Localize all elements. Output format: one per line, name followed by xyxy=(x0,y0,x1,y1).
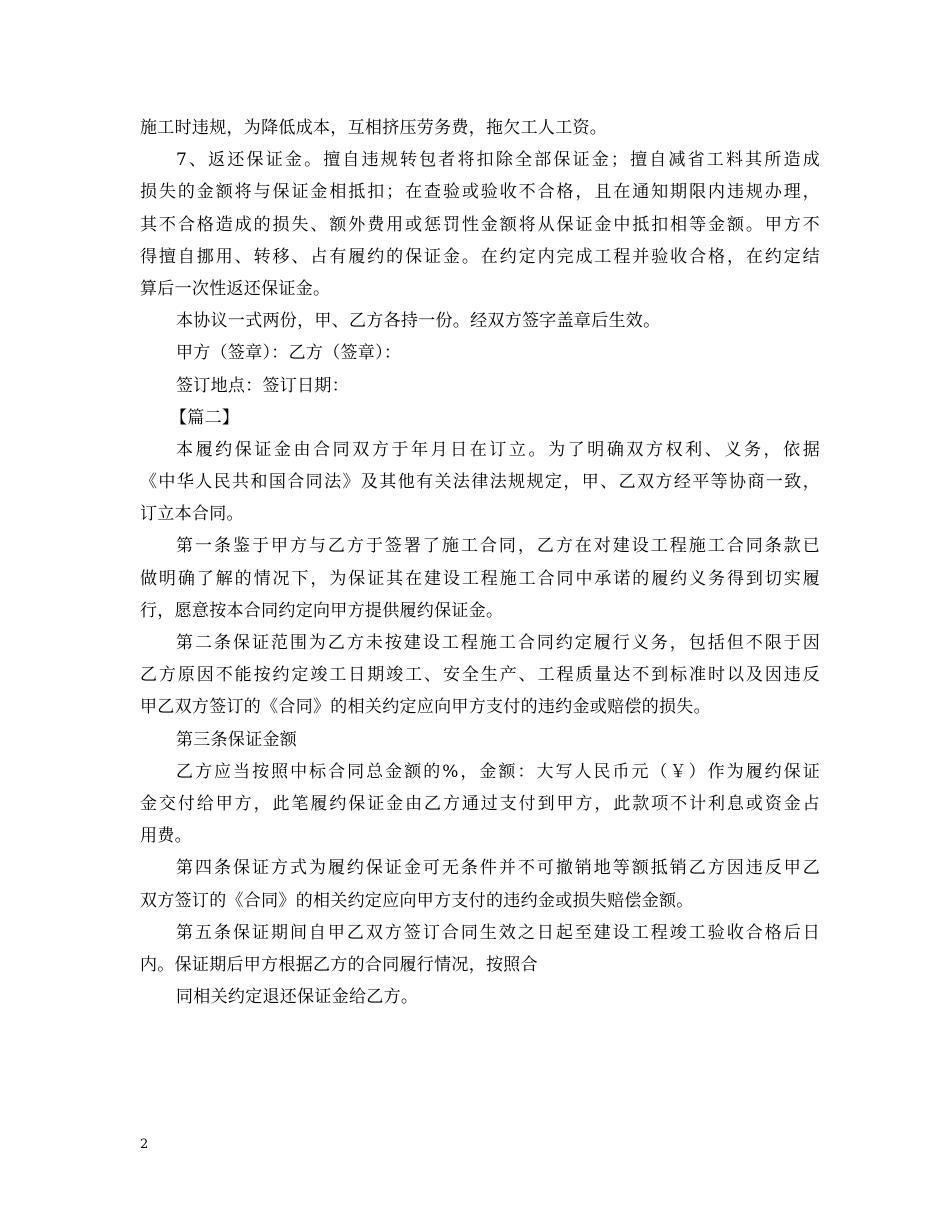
text-line: 第三条保证金额 xyxy=(176,729,298,750)
text-line: 乙方应当按照中标合同总金额的%，金额：大写人民币元（￥）作为履约保证 xyxy=(176,761,820,782)
text-line: 双方签订的《合同》的相关约定应向甲方支付的违约金或损失赔偿金额。 xyxy=(140,890,694,911)
text-line: 本履约保证金由合同双方于年月日在订立。为了明确双方权利、义务，依据 xyxy=(176,439,820,460)
text-line: 得擅自挪用、转移、占有履约的保证金。在约定内完成工程并验收合格，在约定结 xyxy=(140,246,820,267)
text-line: 内。保证期后甲方根据乙方的合同履行情况，按照合 xyxy=(140,954,538,975)
section-heading: 【篇二】 xyxy=(170,407,240,428)
text-line: 施工时违规，为降低成本，互相挤压劳务费，拖欠工人工资。 xyxy=(140,118,608,138)
text-line: 订立本合同。 xyxy=(140,504,244,525)
text-line: 签订地点：签订日期： xyxy=(176,375,349,396)
text-line: 本协议一式两份，甲、乙方各持一份。经双方签字盖章后生效。 xyxy=(176,311,661,332)
text-line: 第四条保证方式为履约保证金可无条件并不可撤销地等额抵销乙方因违反甲乙 xyxy=(176,858,820,879)
text-line: 其不合格造成的损失、额外费用或惩罚性金额将从保证金中抵扣相等金额。甲方不 xyxy=(140,214,820,235)
text-line: 第二条保证范围为乙方未按建设工程施工合同约定履行义务，包括但不限于因 xyxy=(176,633,820,653)
text-line: 算后一次性返还保证金。 xyxy=(140,278,331,299)
text-line: 7、返还保证金。擅自违规转包者将扣除全部保证金；擅自减省工料其所造成 xyxy=(176,150,820,171)
text-line: 甲乙双方签订的《合同》的相关约定应向甲方支付的违约金或赔偿的损失。 xyxy=(140,697,711,718)
text-line: 第一条鉴于甲方与乙方于签署了施工合同，乙方在对建设工程施工合同条款已 xyxy=(176,536,820,557)
document-body xyxy=(140,112,820,1013)
text-line: 《中华人民共和国合同法》及其他有关法律法规规定，甲、乙双方经平等协商一致， xyxy=(140,472,820,493)
text-line: 乙方原因不能按约定竣工日期竣工、安全生产、工程质量达不到标准时以及因违反 xyxy=(140,665,820,686)
text-line: 金交付给甲方，此笔履约保证金由乙方通过支付到甲方，此款项不计利息或资金占 xyxy=(140,793,820,814)
page-number: 2 xyxy=(140,1137,149,1152)
text-line: 同相关约定退还保证金给乙方。 xyxy=(176,987,419,1008)
text-line: 甲方（签章）：乙方（签章）： xyxy=(176,343,402,364)
text-line: 行，愿意按本合同约定向甲方提供履约保证金。 xyxy=(140,600,504,621)
text-line: 第五条保证期间自甲乙双方签订合同生效之日起至建设工程竣工验收合格后日 xyxy=(176,922,820,943)
text-line: 损失的金额将与保证金相抵扣；在查验或验收不合格，且在通知期限内违规办理， xyxy=(140,182,820,203)
text-line: 用费。 xyxy=(140,826,192,847)
text-line: 做明确了解的情况下，为保证其在建设工程施工合同中承诺的履约义务得到切实履 xyxy=(140,568,820,589)
